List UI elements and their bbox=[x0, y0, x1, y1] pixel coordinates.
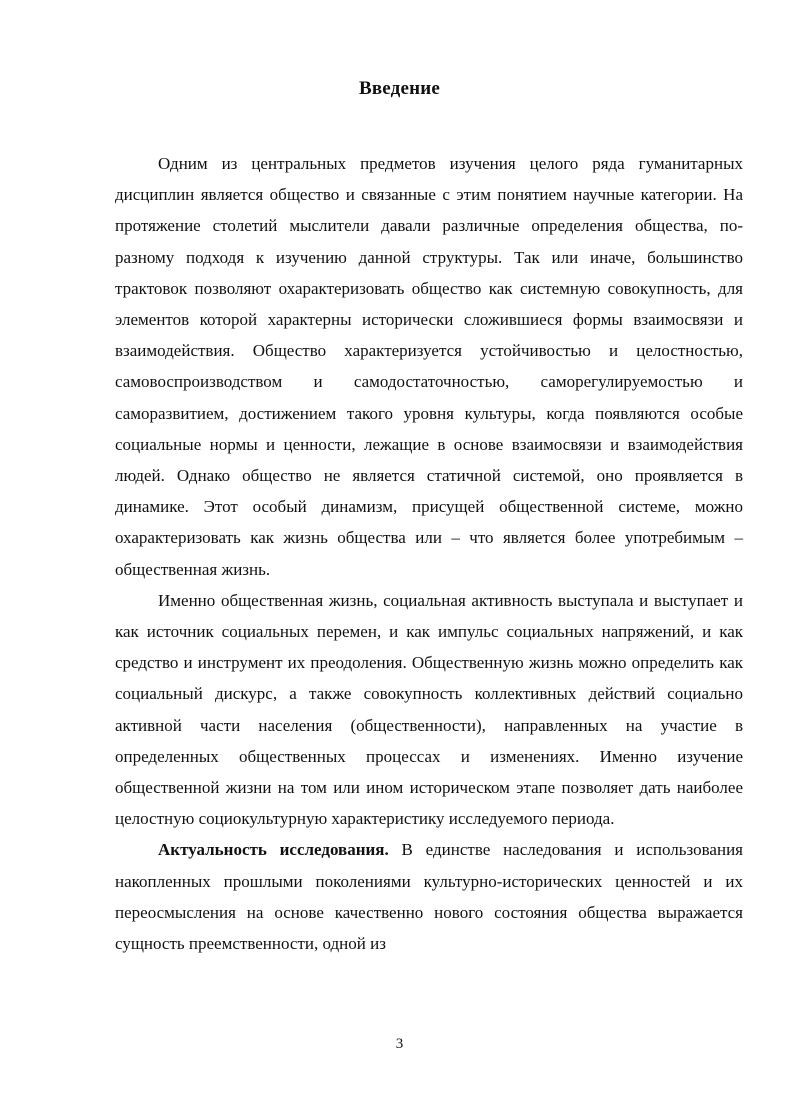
page-number: 3 bbox=[395, 1036, 404, 1052]
document-body bbox=[115, 148, 743, 959]
paragraph-2 bbox=[115, 585, 743, 835]
paragraph-1 bbox=[115, 148, 743, 585]
section-lead-heading: Актуальность исследования. bbox=[158, 840, 389, 860]
paragraph-3-text: В единстве наследования и использования накопленных прошлыми поколениями культурно-исторических ценностей и их переосмысления на основе качественно нового состояния общества выражается сущность преемственности, одной из bbox=[115, 840, 743, 954]
paragraph-3 bbox=[115, 834, 743, 959]
paragraph-1-text: Одним из центральных предметов изучения целого ряда гуманитарных дисциплин является общество и связанные с этим понятием научные категории. На протяжение столетий мыслители давали различные определения общества, по-разному подходя к изучению данной структуры. Так или иначе, большинство трактовок позволяют охарактеризовать общество как системную совокупность, для элементов которой характерны исторически сложившиеся формы взаимосвязи и взаимодействия. Общество характеризуется устойчивостью и целостностью, самовоспроизводством и самодостаточностью, саморегулируемостью и саморазвитием, достижением такого уровня культуры, когда появляются особые социальные нормы и ценности, лежащие в основе взаимосвязи и взаимодействия людей. Однако общество не является статичной системой, оно проявляется в динамике. Этот особый динамизм, присущей общественной системе, можно охарактеризовать как жизнь общества или – что является более употребимым – общественная жизнь. bbox=[115, 154, 743, 579]
page-title: Введение bbox=[358, 78, 441, 99]
paragraph-2-text: Именно общественная жизнь, социальная активность выступала и выступает и как источник социальных перемен, и как импульс социальных напряжений, и как средство и инструмент их преодоления. Общественную жизнь можно определить как социальный дискурс, а также совокупность коллективных действий социально активной части населения (общественности), направленных на участие в определенных общественных процессах и изменениях. Именно изучение общественной жизни на том или ином историческом этапе позволяет дать наиболее целостную социокультурную характеристику исследуемого периода. bbox=[115, 590, 743, 829]
